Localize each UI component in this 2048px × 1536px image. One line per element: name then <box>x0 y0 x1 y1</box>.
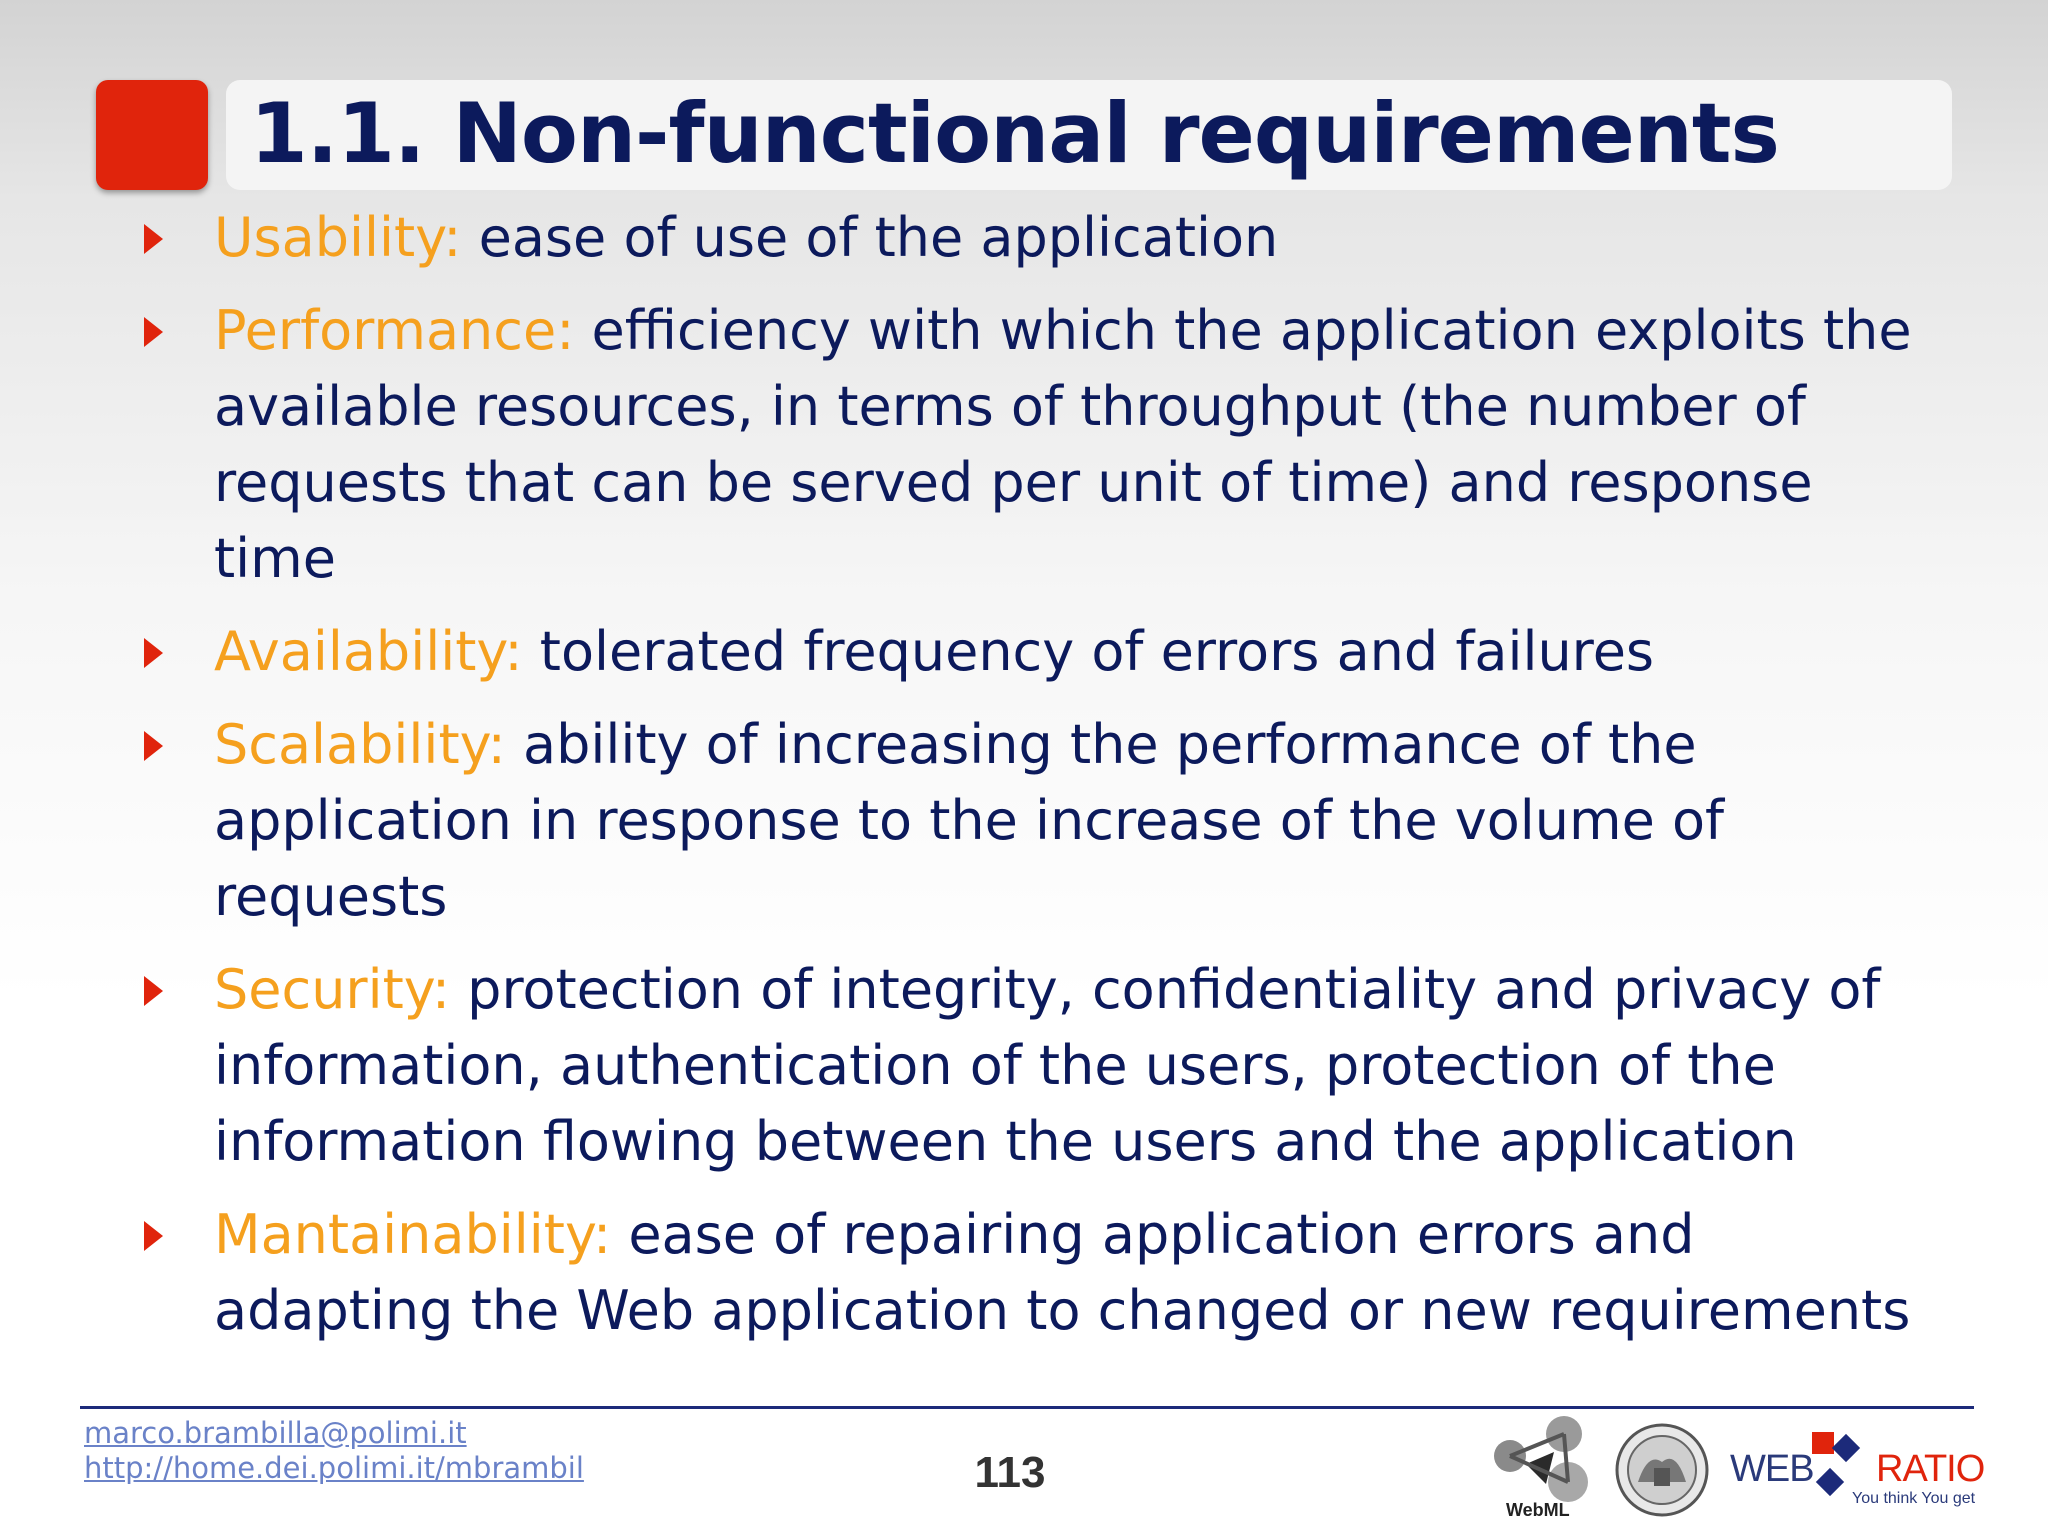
bullet-description: ease of use of the application <box>461 206 1279 269</box>
footer-divider <box>80 1406 1974 1409</box>
bullet-scalability <box>214 707 1934 935</box>
webml-logo-text: WebML <box>1506 1500 1570 1520</box>
bullet-arrow-icon <box>144 976 163 1006</box>
webratio-web-text: WEB <box>1730 1448 1814 1490</box>
bullet-term: Security: <box>214 958 451 1021</box>
bullet-description: tolerated frequency of errors and failures <box>522 620 1655 683</box>
bullet-arrow-icon <box>144 317 163 347</box>
slide-title: 1.1. Non-functional requirements <box>250 85 1779 182</box>
bullet-term: Usability: <box>214 206 462 269</box>
homepage-link[interactable]: http://home.dei.polimi.it/mbrambil <box>84 1451 584 1485</box>
webratio-tagline: You think You get <box>1852 1490 1976 1507</box>
bullet-performance <box>214 293 1934 597</box>
bullet-description: protection of integrity, confidentiality and privacy of information, authentication of the users, protection of the information flowing between the users and the application <box>214 958 1881 1173</box>
bullet-security <box>214 952 1934 1180</box>
bullet-usability <box>214 200 1934 276</box>
bullet-term: Mantainability: <box>214 1203 612 1266</box>
bullet-arrow-icon <box>144 224 163 254</box>
email-link[interactable]: marco.brambilla@polimi.it <box>84 1416 467 1450</box>
requirements-list <box>214 200 1934 1366</box>
webratio-ratio-text: RATIO <box>1876 1448 1985 1490</box>
bullet-arrow-icon <box>144 1221 163 1251</box>
bullet-maintainability <box>214 1197 1934 1349</box>
bullet-description: efficiency with which the application exploits the available resources, in terms of throughput (the number of requests that can be served per unit of time) and response time <box>214 299 1912 590</box>
bullet-arrow-icon <box>144 731 163 761</box>
bullet-description: ability of increasing the performance of the application in response to the increase of the volume of requests <box>214 713 1725 928</box>
page-number: 113 <box>974 1448 1046 1497</box>
footer-contact <box>84 1416 584 1486</box>
bullet-term: Scalability: <box>214 713 506 776</box>
bullet-arrow-icon <box>144 638 163 668</box>
polimi-seal-icon <box>1614 1422 1710 1518</box>
bullet-availability <box>214 614 1934 690</box>
bullet-description: ease of repairing application errors and adapting the Web application to changed or new requirements <box>214 1203 1911 1342</box>
bullet-term: Performance: <box>214 299 575 362</box>
title-accent-square <box>96 80 208 190</box>
bullet-term: Availability: <box>214 620 523 683</box>
